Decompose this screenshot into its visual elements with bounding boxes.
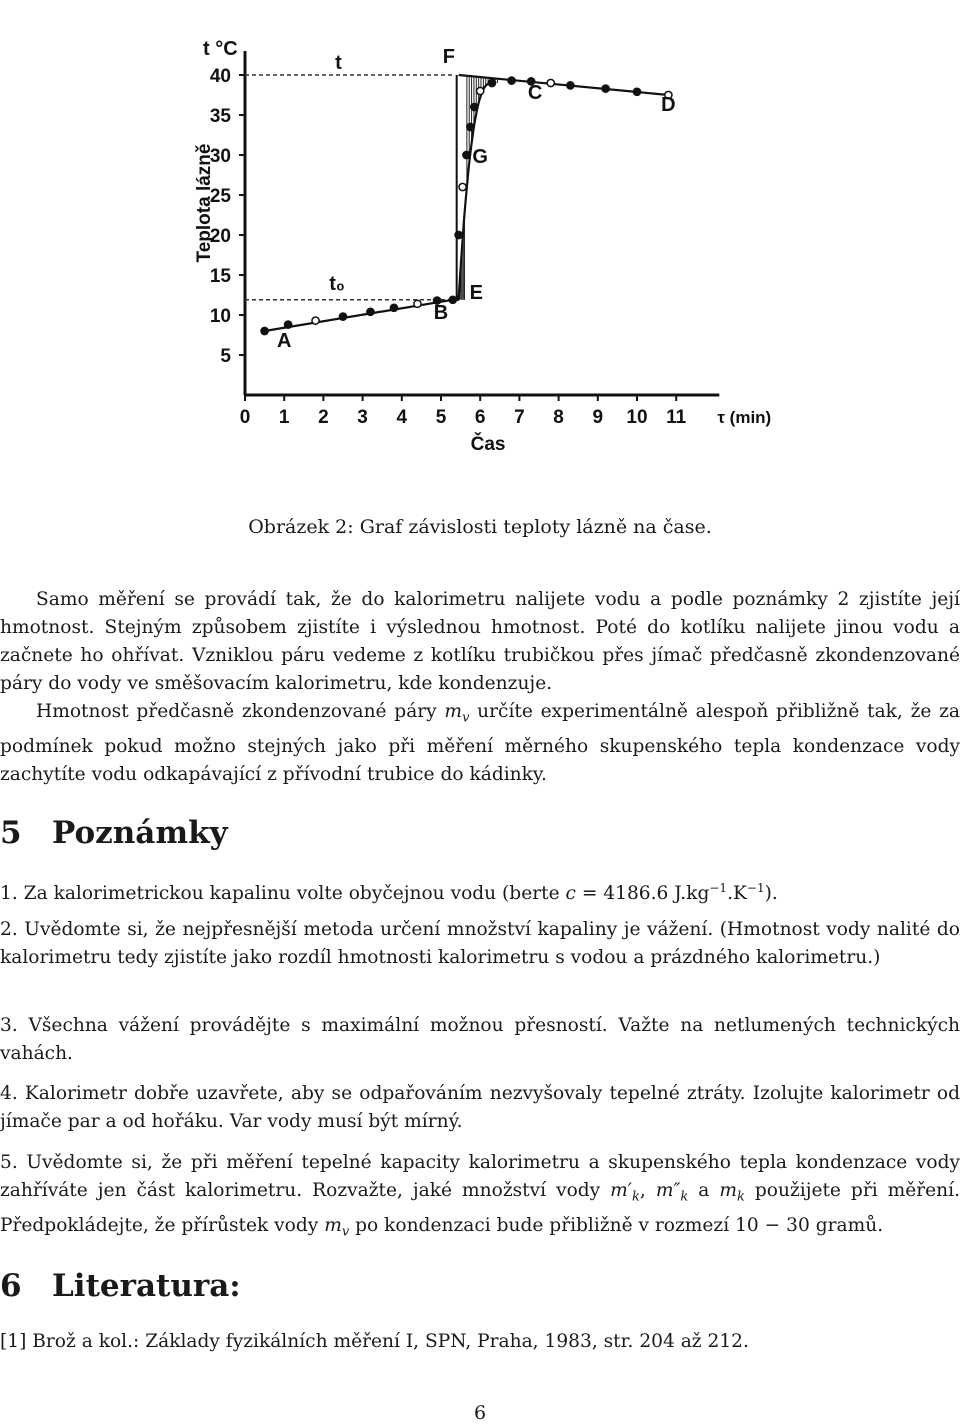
data-point — [463, 151, 470, 158]
note-1: 1. Za kalorimetrickou kapalinu volte obyčejnou vodu (berte c = 4186.6 $J.kg^{-1}.K^{-1}$). — [0, 881, 778, 905]
point-label-A: A — [276, 330, 292, 352]
data-point — [633, 88, 640, 95]
data-point — [547, 79, 554, 86]
level-label: t — [335, 52, 342, 74]
section-heading-literature: 6 Literatura: — [0, 1268, 241, 1304]
data-point — [339, 313, 346, 320]
data-point — [467, 123, 474, 130]
x-tick-label: 6 — [474, 407, 486, 428]
data-point — [390, 304, 397, 311]
data-point — [459, 183, 466, 190]
x-tick-label: 5 — [435, 407, 447, 428]
y-tick-label: 5 — [220, 346, 231, 367]
x-tick-label: 4 — [396, 407, 408, 428]
y-tick-label: 30 — [209, 146, 231, 167]
page-number: 6 — [473, 1402, 487, 1424]
point-label-D: D — [661, 94, 676, 116]
data-point — [285, 321, 292, 328]
y-tick-label: 15 — [209, 266, 231, 287]
y-axis-title: Teplota lázně — [194, 143, 215, 263]
y-unit-label: t °C — [203, 38, 238, 60]
data-point — [261, 327, 268, 334]
point-label-C: C — [527, 82, 543, 104]
x-tick-label: 2 — [318, 407, 329, 428]
y-tick-label: 10 — [209, 306, 231, 327]
note-5: 5. Uvědomte si, že při měření tepelné kapacity kalorimetru a skupenského tepla kondenzace vody zahříváte jen část kalorimetru. Rozvažte, jaké množství vody $m'_k$, $m''_k$ a $m_k$ použijete při měření. Předpokládejte, že přírůstek vody $m_v$ po kondenzaci bude přibližně v rozmezí 10 − 30 gramů. — [0, 1152, 960, 1240]
data-point — [414, 300, 421, 307]
point-label-E: E — [469, 282, 483, 304]
point-label-B: B — [433, 302, 449, 324]
reference-1: [1] Brož a kol.: Základy fyzikálních měření I, SPN, Praha, 1983, str. 204 až 212. — [0, 1331, 749, 1352]
section-heading-notes: 5 Poznámky — [0, 815, 228, 851]
x-unit-label: τ (min) — [717, 408, 772, 427]
figure-caption: Obrázek 2: Graf závislosti teploty lázně na čase. — [248, 516, 712, 538]
x-tick-label: 1 — [278, 407, 290, 428]
data-point — [488, 79, 495, 86]
body-paragraphs — [0, 586, 960, 789]
x-tick-label: 9 — [592, 407, 604, 428]
note-2: 2. Uvědomte si, že nejpřesnější metoda určení množství kapaliny je vážení. (Hmotnost vody nalité do kalorimetru tedy zjistíte jako rozdíl hmotnosti kalorimetru s vodou a prázdného kalorimetru.) — [0, 919, 960, 968]
data-point — [471, 103, 478, 110]
paragraph-1: Samo měření se provádí tak, že do kalorimetru nalijete vodu a podle poznámky 2 zjistíte její hmotnost. Stejným způsobem zjistíte i výslednou hmotnost. Poté do kotlíku nalijete jinou vodu a začnete ho ohřívat. Vzniklou páru vedeme z kotlíku trubičkou přes jímač předčasně zkondenzované páry do vody ve směšovacím kalorimetru, kde kondenzuje. — [0, 589, 960, 694]
x-tick-label: 3 — [357, 407, 368, 428]
rise-curve — [453, 83, 494, 300]
y-tick-label: 35 — [209, 106, 231, 127]
point-label-G: G — [472, 146, 488, 168]
x-tick-label: 7 — [514, 407, 525, 428]
data-point — [312, 317, 319, 324]
x-tick-label: 10 — [626, 407, 648, 428]
data-point — [455, 231, 462, 238]
data-point — [602, 85, 609, 92]
note-4: 4. Kalorimetr dobře uzavřete, aby se odpařováním nezvyšovaly tepelné ztráty. Izolujte kalorimetr od jímače par a od hořáku. Var vody musí být mírný. — [0, 1083, 960, 1132]
data-point — [508, 77, 515, 84]
x-axis-title: Čas — [470, 434, 506, 455]
level-label: t₀ — [329, 272, 345, 295]
data-point — [567, 82, 574, 89]
chart-labels — [194, 38, 771, 455]
x-tick-label: 11 — [666, 407, 687, 428]
data-point — [367, 308, 374, 315]
x-tick-label: 0 — [239, 407, 251, 428]
chart-lines — [245, 75, 668, 331]
fit-line — [265, 300, 453, 331]
x-tick-label: 8 — [553, 407, 564, 428]
data-point — [449, 296, 456, 303]
temperature-time-chart — [170, 15, 790, 475]
note-3: 3. Všechna vážení provádějte s maximální možnou přesností. Važte na netlumených technických vahách. — [0, 1015, 960, 1064]
y-tick-label: 40 — [209, 66, 231, 87]
point-label-F: F — [442, 46, 455, 68]
y-tick-label: 20 — [209, 226, 231, 247]
y-tick-label: 25 — [209, 186, 231, 207]
paragraph-2: Hmotnost předčasně zkondenzované páry $m_v$ určíte experimentálně alespoň přibližně tak, že za podmínek pokud možno stejných jako při měření měrného skupenského tepla kondenzace vody zachytíte vodu odkapávající z přívodní trubice do kádinky. — [0, 701, 960, 785]
data-point — [477, 87, 484, 94]
